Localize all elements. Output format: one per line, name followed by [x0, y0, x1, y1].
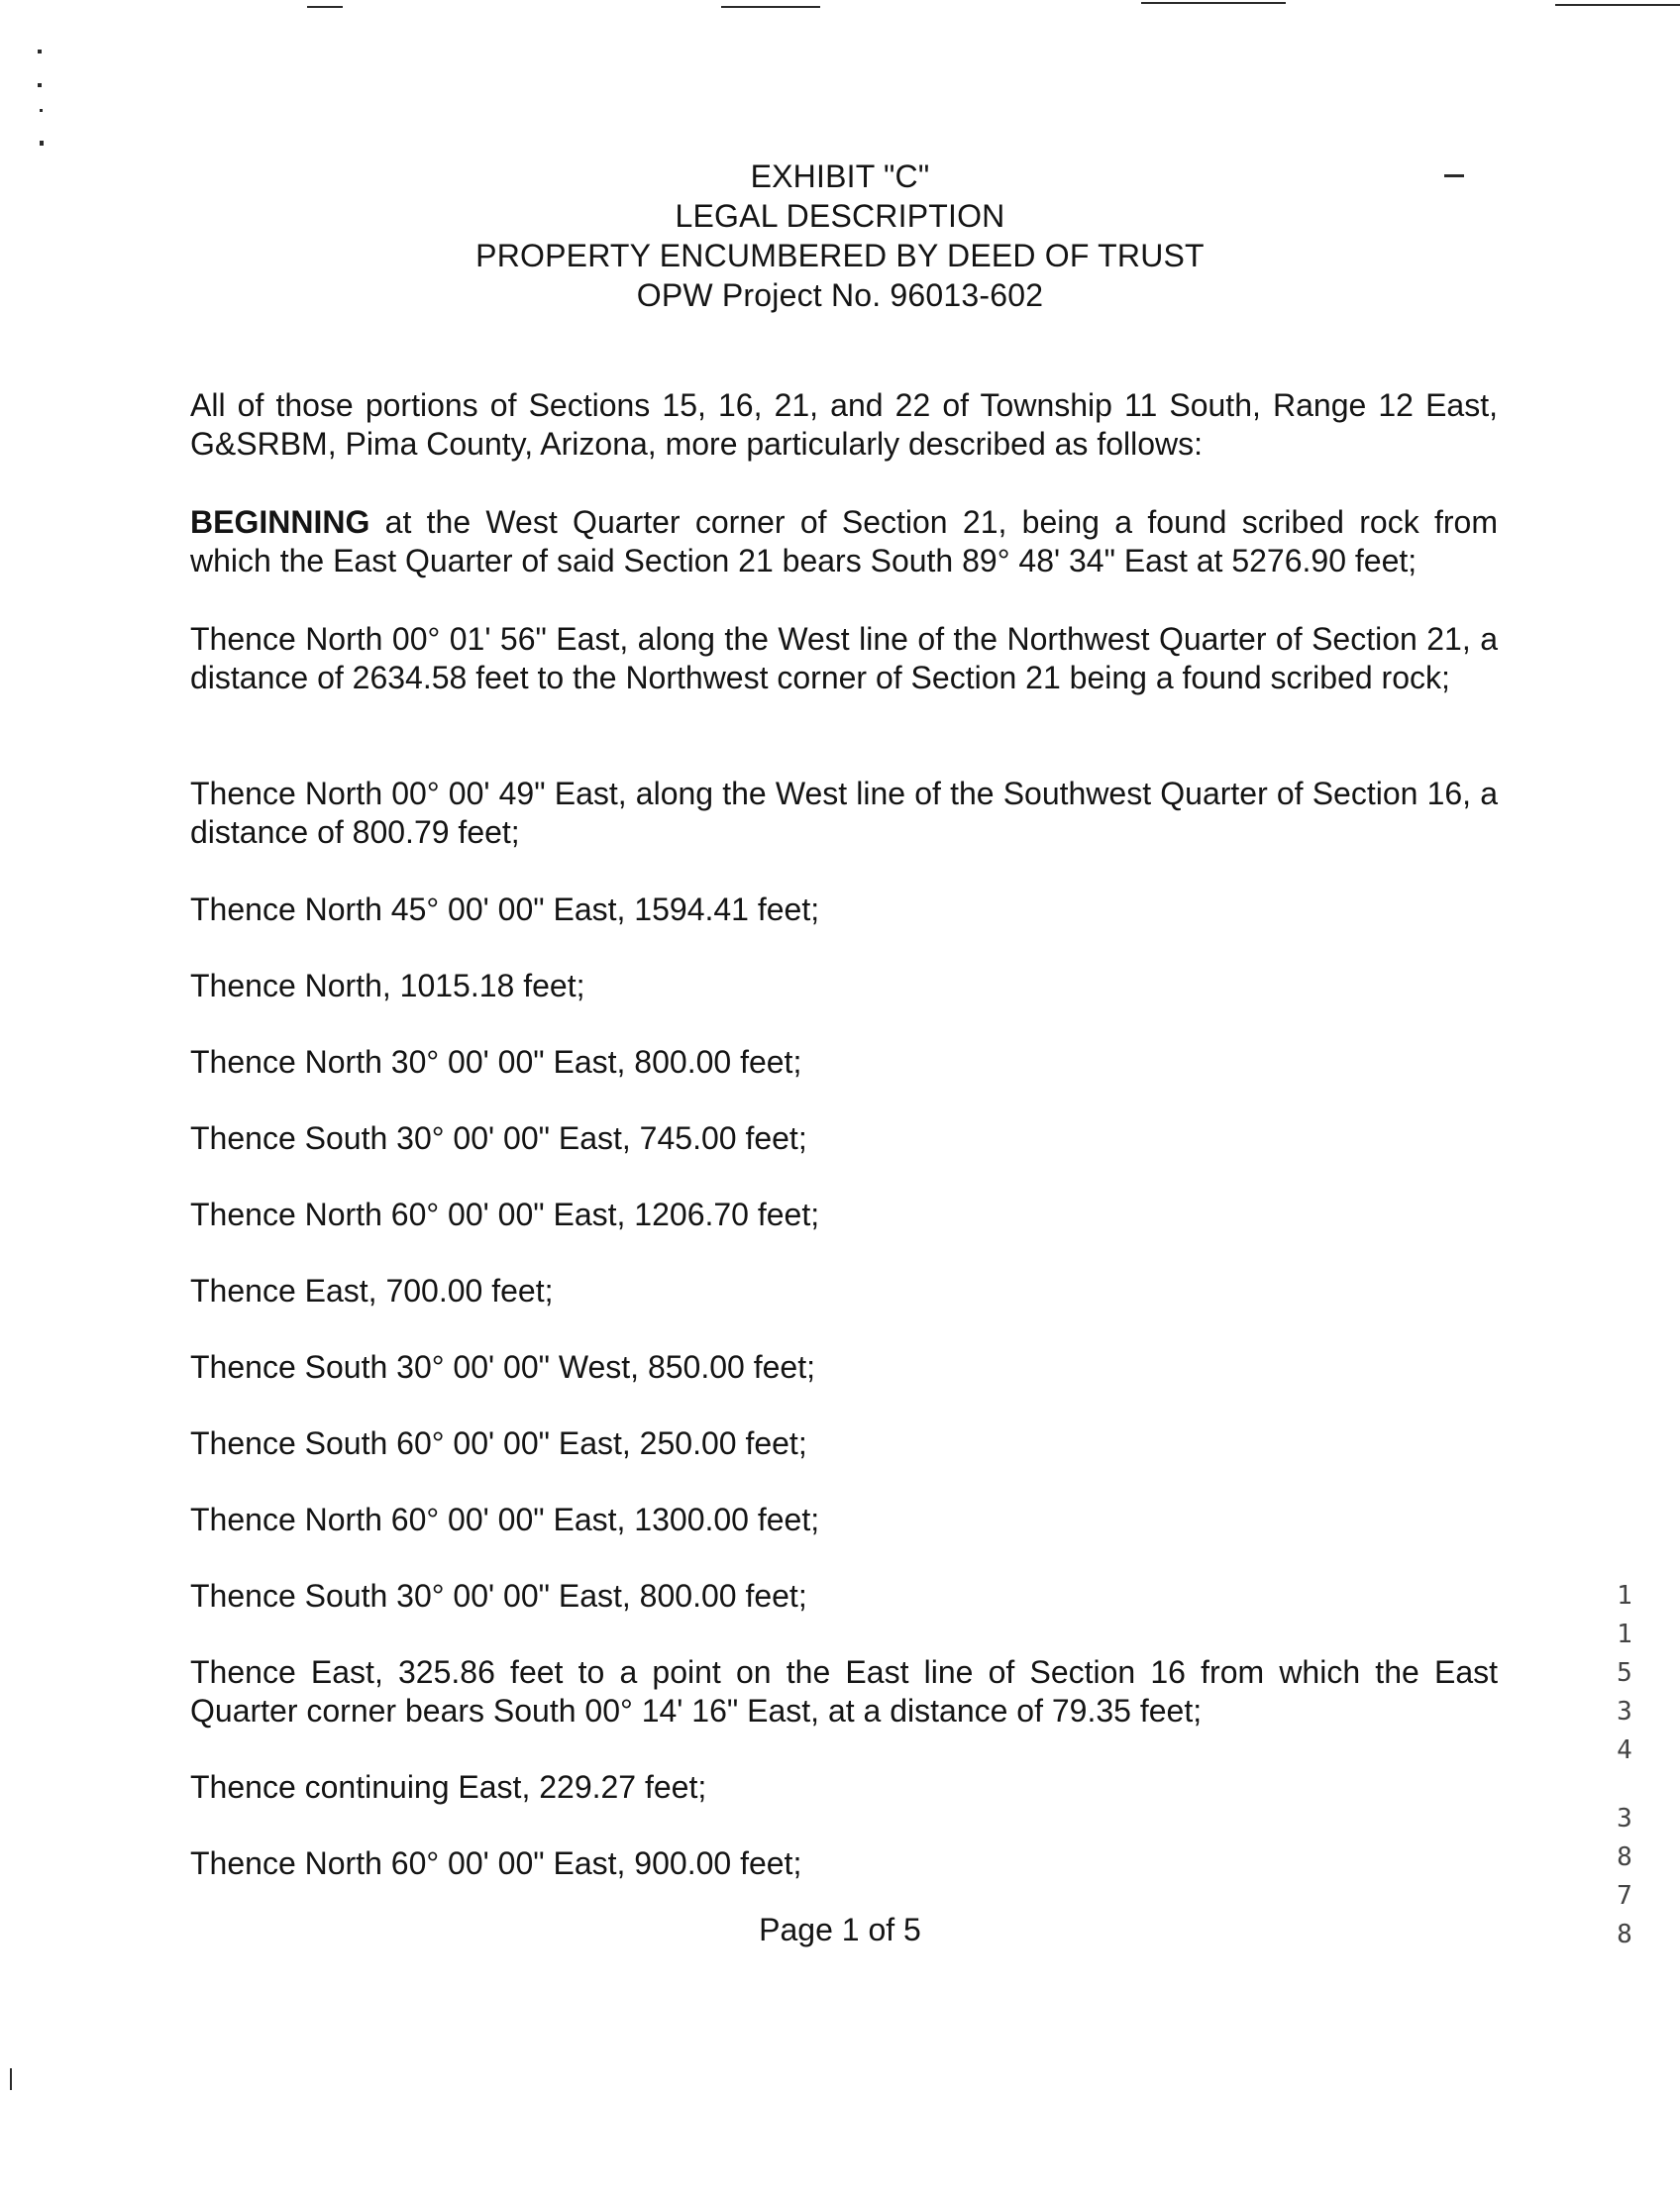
paragraph-course-2: Thence North 00° 00' 49" East, along the West line of the Southwest Quarter of Section 16, a distance of 800.79 feet;: [190, 776, 1498, 850]
stamp-char: 5: [1617, 1658, 1632, 1688]
document-header: [0, 157, 1680, 315]
scan-dot-4: [40, 141, 44, 146]
paragraph-course-15: Thence North 60° 00' 00" East, 900.00 feet;: [190, 1845, 802, 1881]
recording-stamp: [1613, 1577, 1636, 1954]
scan-tick-left: [10, 2068, 12, 2090]
legal-description-title: LEGAL DESCRIPTION: [675, 198, 1005, 234]
paragraph-course-10: Thence South 60° 00' 00" East, 250.00 feet;: [190, 1425, 807, 1461]
paragraph-course-4: Thence North, 1015.18 feet;: [190, 968, 585, 1003]
scan-mark-top-3: [1141, 2, 1286, 4]
page-number: Page 1 of 5: [759, 1912, 921, 1947]
paragraph-course-7: Thence North 60° 00' 00" East, 1206.70 feet;: [190, 1197, 820, 1232]
paragraph-course-12: Thence South 30° 00' 00" East, 800.00 feet;: [190, 1578, 807, 1614]
scan-dot-3: [40, 109, 43, 112]
paragraph-course-9: Thence South 30° 00' 00" West, 850.00 feet;: [190, 1349, 815, 1385]
paragraph-course-5: Thence North 30° 00' 00" East, 800.00 feet;: [190, 1044, 802, 1080]
paragraph-course-6: Thence South 30° 00' 00" East, 745.00 feet;: [190, 1120, 807, 1156]
paragraph-course-1: Thence North 00° 01' 56" East, along the West line of the Northwest Quarter of Section 21, a distance of 2634.58 feet to the Northwest corner of Section 21 being a found scribed rock;: [190, 621, 1498, 695]
paragraph-beginning: [190, 503, 1498, 580]
stamp-char: 1: [1617, 1581, 1632, 1611]
scan-dot-2: [38, 83, 42, 87]
paragraph-course-13: Thence East, 325.86 feet to a point on the East line of Section 16 from which the East Quarter corner bears South 00° 14' 16" East, at a distance of 79.35 feet;: [190, 1654, 1498, 1729]
stamp-char: 3: [1617, 1697, 1632, 1727]
stamp-char: 4: [1617, 1735, 1632, 1765]
paragraph-intro: All of those portions of Sections 15, 16, 21, and 22 of Township 11 South, Range 12 East, G&SRBM, Pima County, Arizona, more particularly described as follows:: [190, 387, 1498, 462]
stamp-char: 8: [1617, 1920, 1632, 1949]
scan-mark-top-1: [307, 6, 343, 8]
project-number: OPW Project No. 96013-602: [636, 277, 1044, 313]
property-title: PROPERTY ENCUMBERED BY DEED OF TRUST: [475, 238, 1205, 273]
stamp-char: 3: [1617, 1804, 1632, 1834]
stamp-char: 7: [1617, 1881, 1632, 1911]
paragraph-course-3: Thence North 45° 00' 00" East, 1594.41 feet;: [190, 892, 820, 927]
scan-mark-top-4: [1555, 4, 1680, 6]
exhibit-title: EXHIBIT "C": [750, 158, 930, 194]
beginning-label: BEGINNING: [190, 504, 370, 540]
paragraph-course-14: Thence continuing East, 229.27 feet;: [190, 1769, 707, 1805]
paragraph-course-8: Thence East, 700.00 feet;: [190, 1273, 554, 1309]
stamp-char: 8: [1617, 1842, 1632, 1872]
paragraph-course-11: Thence North 60° 00' 00" East, 1300.00 feet;: [190, 1502, 820, 1537]
stamp-char: 1: [1617, 1620, 1632, 1649]
scan-mark-top-2: [721, 6, 820, 8]
beginning-text: at the West Quarter corner of Section 21, being a found scribed rock from which the East Quarter of said Section 21 bears South 89° 48' 34" East at 5276.90 feet;: [190, 504, 1498, 578]
scan-dot-1: [38, 50, 42, 53]
